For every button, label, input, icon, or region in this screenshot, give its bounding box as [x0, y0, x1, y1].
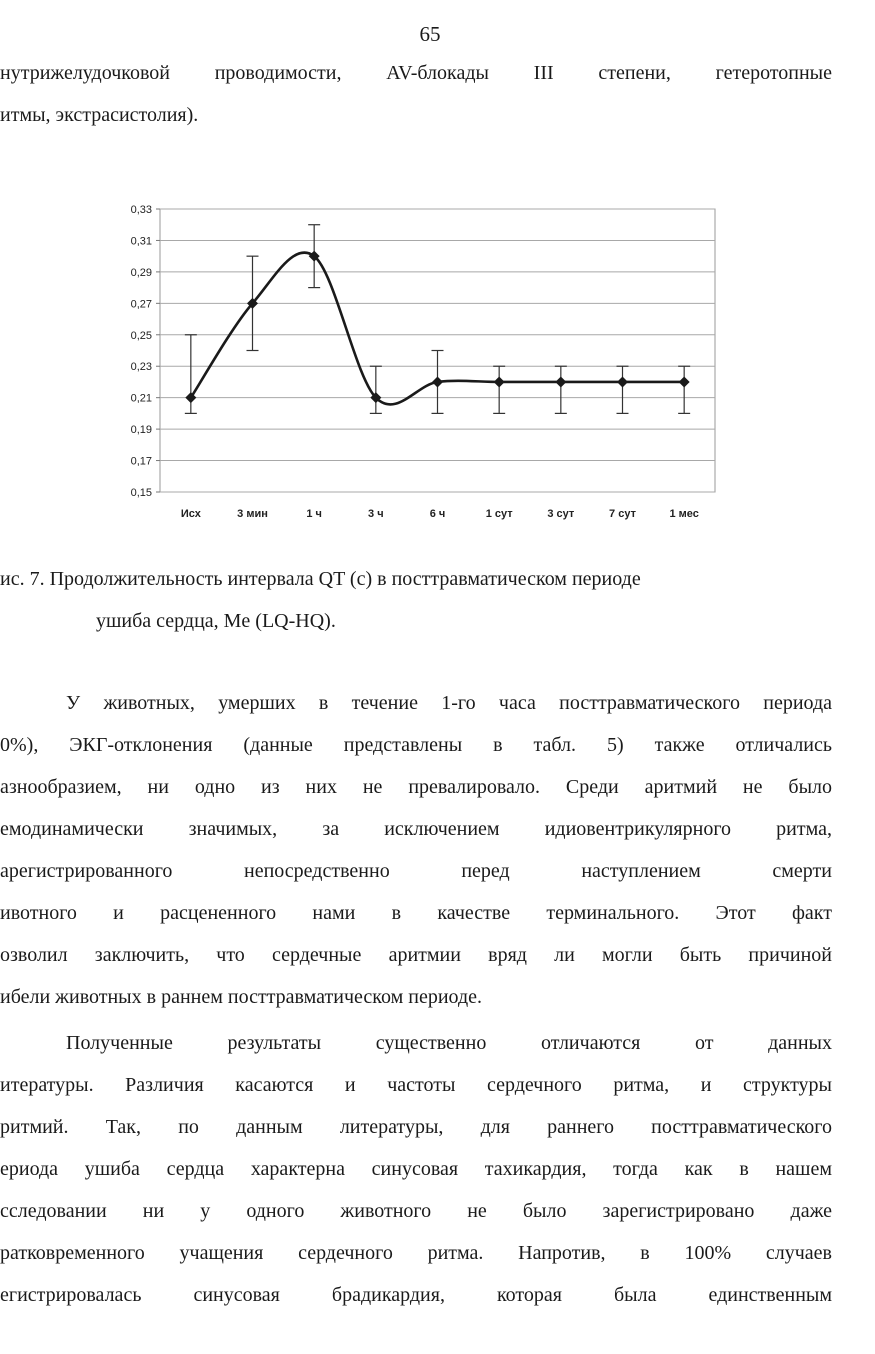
- data-point-marker: [555, 376, 566, 387]
- y-tick-label: 0,31: [130, 235, 152, 248]
- y-tick-label: 0,29: [130, 266, 152, 279]
- paragraph-2: [0, 1022, 832, 1316]
- paragraph-1: [0, 682, 832, 1018]
- x-category-label: 3 мин: [237, 508, 268, 520]
- y-tick-label: 0,25: [130, 329, 152, 342]
- x-category-label: Исх: [180, 508, 201, 520]
- y-tick-label: 0,27: [130, 298, 152, 311]
- caption-line-2: ушиба сердца, Me (LQ-HQ).: [96, 610, 336, 632]
- data-point-marker: [617, 376, 628, 387]
- x-category-label: 1 мес: [669, 508, 699, 520]
- y-tick-label: 0,19: [130, 424, 152, 437]
- text-line: У животных, умерших в течение 1-го часа посттравматического периода: [66, 692, 832, 714]
- chart-svg: [100, 195, 740, 535]
- caption-line-1: ис. 7. Продолжительность интервала QT (с) в посттравматическом периоде: [0, 568, 641, 590]
- data-point-marker: [494, 376, 505, 387]
- y-tick-label: 0,33: [130, 204, 152, 216]
- text-line: сследовании ни у одного животного не было зарегистрировано даже: [0, 1200, 832, 1222]
- page-number: 65: [419, 22, 441, 46]
- text-line: арегистрированного непосредственно перед наступлением смерти: [0, 860, 832, 882]
- text-line: итературы. Различия касаются и частоты сердечного ритма, и структуры: [0, 1074, 832, 1096]
- x-category-label: 7 сут: [609, 508, 636, 520]
- data-point-marker: [432, 376, 443, 387]
- x-category-label: 1 сут: [485, 508, 513, 520]
- figure-caption: [0, 558, 832, 642]
- intro-paragraph: [0, 52, 832, 136]
- qt-interval-chart: [100, 195, 740, 535]
- x-category-label: 3 ч: [368, 508, 384, 520]
- y-tick-label: 0,23: [130, 361, 152, 374]
- text-line: 0%), ЭКГ-отклонения (данные представлены в табл. 5) также отличались: [0, 734, 832, 756]
- text-line: азнообразием, ни одно из них не превалировало. Среди аритмий не было: [0, 776, 832, 798]
- text-line: нутрижелудочковой проводимости, AV-блокады III степени, гетеротопные: [0, 62, 832, 84]
- text-line: ивотного и расцененного нами в качестве терминального. Этот факт: [0, 902, 832, 924]
- text-line: Полученные результаты существенно отличаются от данных: [66, 1032, 832, 1054]
- text-line: егистрировалась синусовая брадикардия, которая была единственным: [0, 1284, 832, 1306]
- text-line: итмы, экстрасистолия).: [0, 104, 199, 126]
- y-tick-label: 0,21: [130, 392, 152, 405]
- text-line: ибели животных в раннем посттравматическом периоде.: [0, 986, 483, 1008]
- text-line: ритмий. Так, по данным литературы, для раннего посттравматического: [0, 1116, 832, 1138]
- y-tick-label: 0,17: [130, 455, 152, 468]
- text-line: ратковременного учащения сердечного ритма. Напротив, в 100% случаев: [0, 1242, 832, 1264]
- text-line: емодинамически значимых, за исключением идиовентрикулярного ритма,: [0, 818, 832, 840]
- y-tick-label: 0,15: [130, 487, 152, 499]
- text-line: озволил заключить, что сердечные аритмии вряд ли могли быть причиной: [0, 944, 832, 966]
- text-line: ериода ушиба сердца характерна синусовая тахикардия, тогда как в нашем: [0, 1158, 832, 1180]
- x-category-label: 6 ч: [429, 508, 446, 520]
- x-category-label: 3 сут: [547, 508, 575, 520]
- data-point-marker: [679, 376, 690, 387]
- x-category-label: 1 ч: [306, 508, 322, 520]
